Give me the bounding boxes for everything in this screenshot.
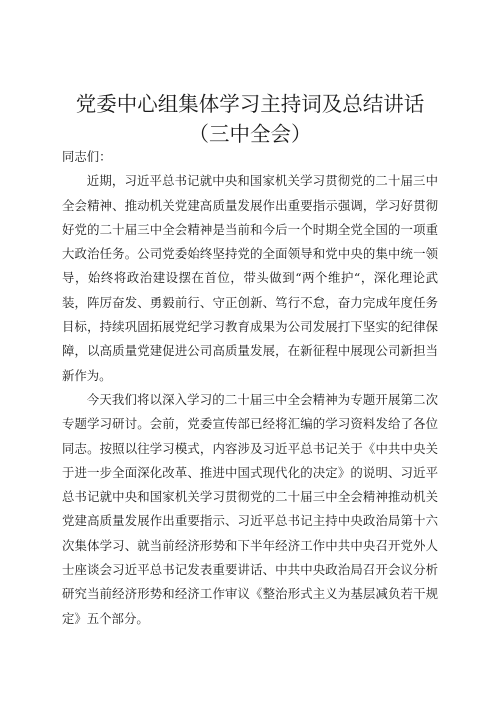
paragraph-2: 今天我们将以深入学习的二十届三中全会精神为专题开展第二次专题学习研讨。会前，党委宣传部已经将汇编的学习资料发给了各位同志。按照以往学习模式，内容涉及习近平总书记关于《中共中央关于进一步全面深化改革、推进中国式现代化的决定》的说明、习近平总书记就中央和国家机关学习贯彻党的二十届三中全会精神推动机关党建高质量发展作出重要指示、习近平总书记主持中央政治局第十六次集体学习、就当前经济形势和下半年经济工作中共中央召开党外人士座谈会习近平总书记发表重要讲话、中共中央政治局召开会议分析研究当前经济形势和经济工作审议《整治形式主义为基层减负若干规定》五个部分。 <box>62 391 438 626</box>
document-body <box>62 145 438 631</box>
paragraph-1: 近期，习近平总书记就中央和国家机关学习贯彻党的二十届三中全会精神、推动机关党建高质量发展作出重要指示强调，学习好贯彻好党的二十届三中全会精神是当前和今后一个时期全党全国的一项重大政治任务。公司党委始终坚持党的全面领导和党中央的集中统一领导，始终将政治建设摆在首位，带头做到“两个维护“，深化理论武装，阵厉奋发、勇毅前行、守正创新、笃行不怠，奋力完成年度任务目标，持续巩固拓展党纪学习教育成果为公司发展打下坚实的纪律保障，以高质量党建促进公司高质量发展，在新征程中展现公司新担当新作为。 <box>62 173 438 383</box>
salutation: 同志们： <box>62 149 112 164</box>
document-title: 党委中心组集体学习主持词及总结讲话（三中全会） <box>75 92 425 146</box>
